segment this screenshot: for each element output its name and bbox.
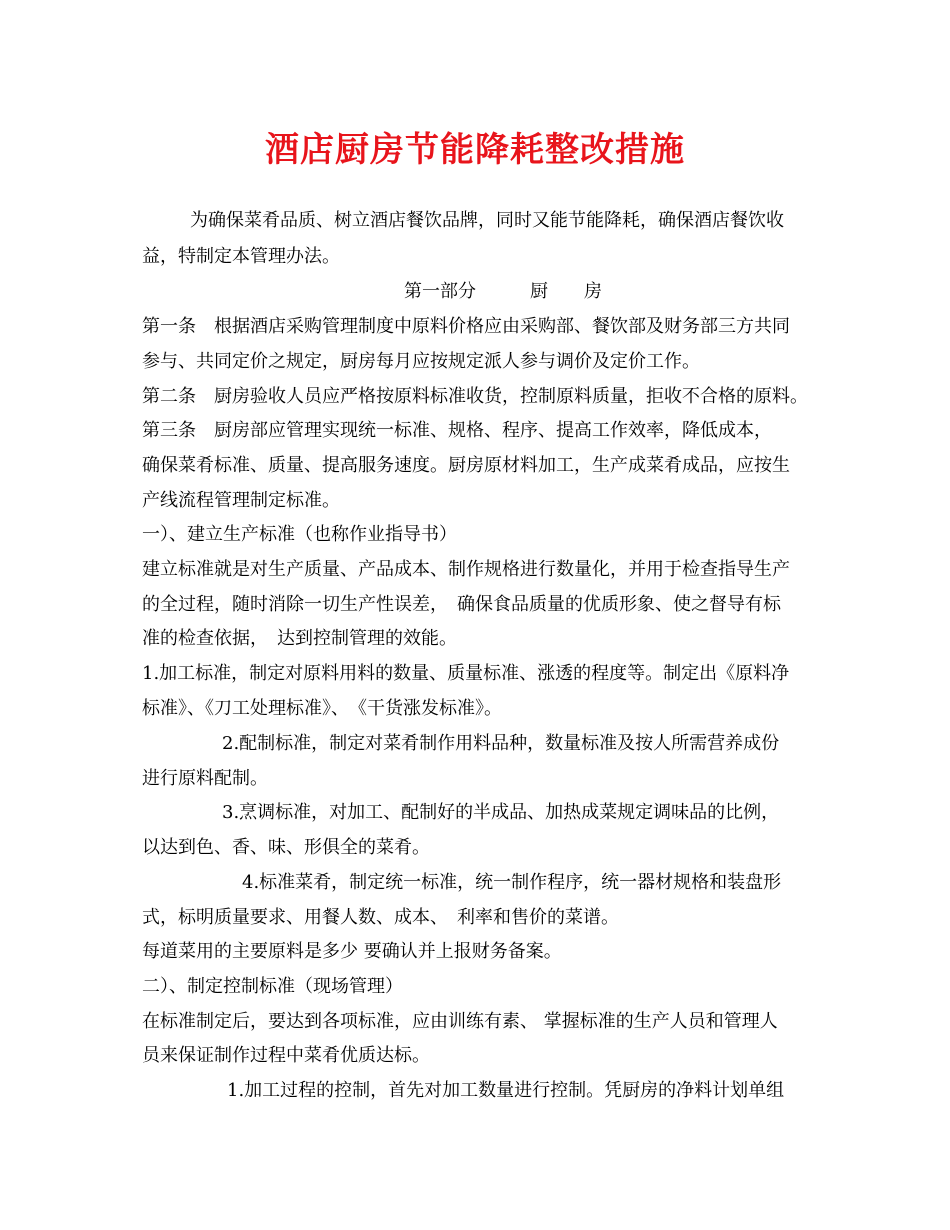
article-3-line-1: 第三条 厨房部应管理实现统一标准、规格、程序、提高工作效率，降低成本， xyxy=(142,420,772,441)
item-1-line-2: 标准》、《刀工处理标准》、 《干货涨发标准》。 xyxy=(142,698,502,719)
item-2-line-1: 2.配制标准，制定对菜肴制作用料品种，数量标准及按人所需营养成份 xyxy=(222,733,780,754)
intro-line-1: 为确保菜肴品质、树立酒店餐饮品牌，同时又能节能降耗，确保酒店餐饮收 xyxy=(190,210,784,231)
item-4-line-1: 4.标准菜肴，制定统一标准，统一制作程序，统一器材规格和装盘形 xyxy=(242,872,782,893)
item-1-line-1: 1.加工标准，制定对原料用料的数量、质量标准、涨透的程度等。制定出《原料净 xyxy=(142,663,790,684)
subsection-2-line-1: 在标准制定后，要达到各项标准，应由训练有素、 掌握标准的生产人员和管理人 xyxy=(142,1011,778,1032)
note-line: 每道菜用的主要原料是多少 要确认并上报财务备案。 xyxy=(142,941,562,962)
article-1-line-1: 第一条 根据酒店采购管理制度中原料价格应由采购部、餐饮部及财务部三方共同 xyxy=(142,316,790,337)
item-4-line-2: 式，标明质量要求、用餐人数、成本、 利率和售价的菜谱。 xyxy=(142,907,619,928)
subsection-1-line-3: 准的检查依据， 达到控制管理的效能。 xyxy=(142,628,457,649)
article-3-line-2: 确保菜肴标准、质量、提高服务速度。厨房原材料加工，生产成菜肴成品，应按生 xyxy=(142,455,790,476)
item-2-line-2: 进行原料配制。 xyxy=(142,768,268,789)
subsection-2-heading: 二）、制定控制标准（现场管理） xyxy=(142,976,403,997)
subsection-2-line-2: 员来保证制作过程中菜肴优质达标。 xyxy=(142,1045,430,1066)
article-3-line-3: 产线流程管理制定标准。 xyxy=(142,490,340,511)
intro-line-2: 益，特制定本管理办法。 xyxy=(142,246,340,267)
item-3-line-1: 3.烹调标准，对加工、配制好的半成品、加热成菜规定调味品的比例， xyxy=(222,802,780,823)
subsection-1-line-1: 建立标准就是对生产质量、产品成本、制作规格进行数量化，并用于检查指导生产 xyxy=(142,559,790,580)
item-3-line-2: 以达到色、香、味、形俱全的菜肴。 xyxy=(142,837,430,858)
document-title: 酒店厨房节能降耗整改措施 xyxy=(265,130,685,170)
article-2-line-1: 第二条 厨房验收人员应严格按原料标准收货，控制原料质量，拒收不合格的原料。 xyxy=(142,386,808,407)
control-item-1-line-1: 1.加工过程的控制，首先对加工数量进行控制。凭厨房的净料计划单组 xyxy=(227,1080,785,1101)
article-1-line-2: 参与、共同定价之规定，厨房每月应按规定派人参与调价及定价工作。 xyxy=(142,351,700,372)
subsection-1-line-2: 的全过程，随时消除一切生产性误差， 确保食品质量的优质形象、使之督导有标 xyxy=(142,594,781,615)
section-heading: 第一部分 厨 房 xyxy=(404,281,602,302)
subsection-1-heading: 一）、建立生产标准（也称作业指导书） xyxy=(142,524,457,545)
